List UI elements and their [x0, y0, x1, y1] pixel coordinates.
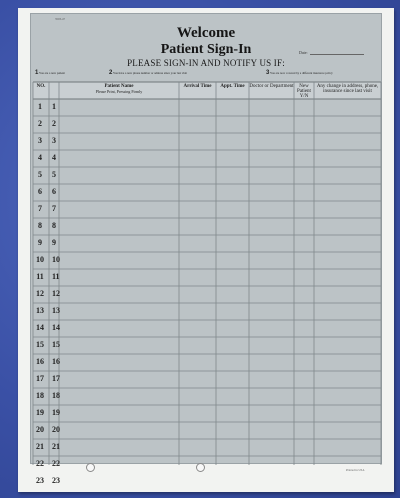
row-name-number: 22 — [52, 459, 60, 468]
column-header — [59, 84, 179, 94]
footer-mark: Printed in USA — [346, 468, 365, 472]
row-number: 15 — [36, 340, 44, 349]
row-number: 11 — [36, 272, 44, 281]
row-name-number: 17 — [52, 374, 60, 383]
condition-number: 1 — [35, 70, 39, 76]
row-number: 2 — [38, 119, 42, 128]
punch-hole-left — [86, 463, 95, 472]
condition-number: 3 — [266, 70, 270, 76]
row-name-number: 6 — [52, 187, 56, 196]
row-number: 9 — [38, 238, 42, 247]
row-name-number: 2 — [52, 119, 56, 128]
row-name-number: 14 — [52, 323, 60, 332]
row-name-number: 9 — [52, 238, 56, 247]
row-name-number: 13 — [52, 306, 60, 315]
form-number: 3503-47 — [55, 17, 65, 21]
row-number: 14 — [36, 323, 44, 332]
title-welcome: Welcome — [176, 25, 236, 41]
row-name-number: 10 — [52, 255, 60, 264]
row-number: 6 — [38, 187, 42, 196]
row-number: 22 — [36, 459, 44, 468]
row-number: 16 — [36, 357, 44, 366]
column-header — [314, 84, 381, 94]
row-number: 21 — [36, 442, 44, 451]
row-name-number: 7 — [52, 204, 56, 213]
row-number: 1 — [38, 102, 42, 111]
notify-instructions: PLEASE SIGN-IN AND NOTIFY US IF: — [127, 58, 285, 68]
row-name-number: 1 — [52, 102, 56, 111]
condition-number: 2 — [109, 70, 113, 76]
row-name-number: 19 — [52, 408, 60, 417]
row-number: 17 — [36, 374, 44, 383]
row-name-number: 20 — [52, 425, 60, 434]
row-name-number: 5 — [52, 170, 56, 179]
column-header — [33, 84, 49, 89]
row-name-number: 11 — [52, 272, 60, 281]
row-name-number: 18 — [52, 391, 60, 400]
row-name-number: 16 — [52, 357, 60, 366]
column-header — [216, 84, 249, 89]
row-number: 18 — [36, 391, 44, 400]
sign-in-table-grid — [31, 14, 383, 465]
column-header — [249, 84, 294, 89]
row-number: 4 — [38, 153, 42, 162]
column-header-label: Appt. Time — [220, 84, 245, 89]
row-name-number: 4 — [52, 153, 56, 162]
condition-text: You are a new patient — [38, 71, 66, 75]
row-number: 13 — [36, 306, 44, 315]
row-name-number: 3 — [52, 136, 56, 145]
condition-text: You have a new phone number or address since your last visit — [112, 71, 188, 75]
column-header-label: Patient Name — [104, 84, 134, 89]
column-header-label: NO. — [36, 84, 46, 89]
column-header-label: New Patient Y/N — [297, 84, 311, 99]
title-patient-sign-in: Patient Sign-In — [160, 42, 252, 57]
row-number: 5 — [38, 170, 42, 179]
row-name-number: 8 — [52, 221, 56, 230]
column-header-label: Arrival Time — [183, 84, 212, 89]
row-number: 12 — [36, 289, 44, 298]
row-number: 23 — [36, 476, 44, 485]
condition-text: You are now covered by a different insurance policy — [269, 71, 333, 75]
column-header-sub: Please Print, Pressing Firmly — [95, 89, 143, 94]
row-name-number: 15 — [52, 340, 60, 349]
row-number: 3 — [38, 136, 42, 145]
row-number: 10 — [36, 255, 44, 264]
row-number: 20 — [36, 425, 44, 434]
row-number: 7 — [38, 204, 42, 213]
row-number: 8 — [38, 221, 42, 230]
row-number: 19 — [36, 408, 44, 417]
column-header-label: Any change in address, phone, insurance since last visit — [316, 84, 379, 94]
column-header — [179, 84, 216, 89]
row-name-number: 21 — [52, 442, 60, 451]
column-header-label: Doctor or Department — [249, 84, 294, 89]
punch-hole-right — [196, 463, 205, 472]
row-name-number: 23 — [52, 476, 60, 485]
row-name-number: 12 — [52, 289, 60, 298]
sign-in-sheet — [18, 8, 394, 492]
column-header — [294, 84, 314, 99]
date-label: Date: — [299, 50, 308, 55]
